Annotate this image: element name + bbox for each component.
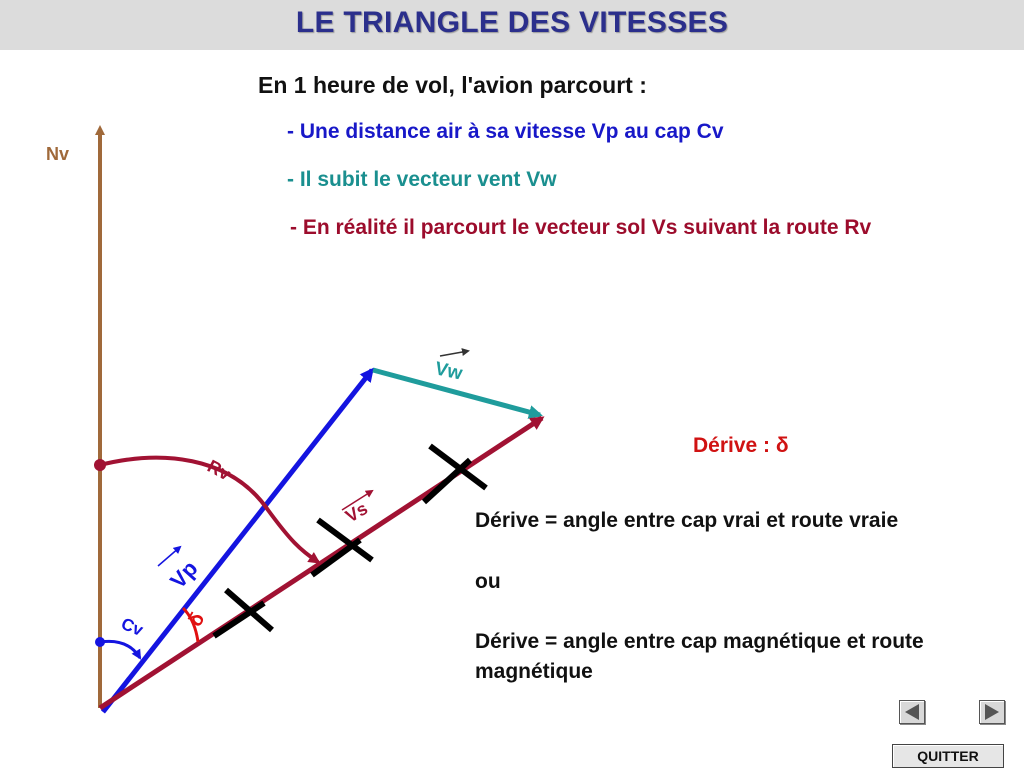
derive-title: Dérive : δ bbox=[693, 434, 789, 457]
north-label: Nv bbox=[46, 144, 70, 164]
derive-definition-2: Dérive = angle entre cap magnétique et route magnétique bbox=[475, 630, 924, 683]
route-label: Rv bbox=[204, 455, 234, 485]
bullet-ground-vector: - En réalité il parcourt le vecteur sol Vs suivant la route Rv bbox=[290, 216, 872, 239]
derive-or: ou bbox=[475, 570, 501, 593]
air-speed-label: Vp bbox=[165, 555, 203, 594]
drift-label: δ bbox=[184, 608, 210, 631]
quit-button[interactable]: QUITTER bbox=[892, 744, 1004, 768]
wind-label: Vw bbox=[432, 358, 465, 385]
previous-button[interactable] bbox=[899, 700, 925, 724]
wind-label-arrow-icon bbox=[440, 351, 468, 356]
triangle-right-icon bbox=[985, 704, 999, 720]
heading-arc bbox=[100, 641, 140, 658]
page-title: LE TRIANGLE DES VITESSES bbox=[295, 6, 729, 39]
intro-text: En 1 heure de vol, l'avion parcourt : bbox=[258, 72, 647, 98]
ground-speed-label: Vs bbox=[342, 498, 372, 527]
heading-label: Cv bbox=[118, 614, 146, 640]
triangle-left-icon bbox=[905, 704, 919, 720]
airplane-marker-3 bbox=[424, 446, 486, 502]
derive-definition-1: Dérive = angle entre cap vrai et route vraie bbox=[475, 509, 899, 532]
air-speed-vector bbox=[103, 370, 372, 712]
next-button[interactable] bbox=[979, 700, 1005, 724]
bullet-wind-vector: - Il subit le vecteur vent Vw bbox=[287, 168, 557, 191]
bullet-air-distance: - Une distance air à sa vitesse Vp au cap Cv bbox=[287, 120, 724, 143]
